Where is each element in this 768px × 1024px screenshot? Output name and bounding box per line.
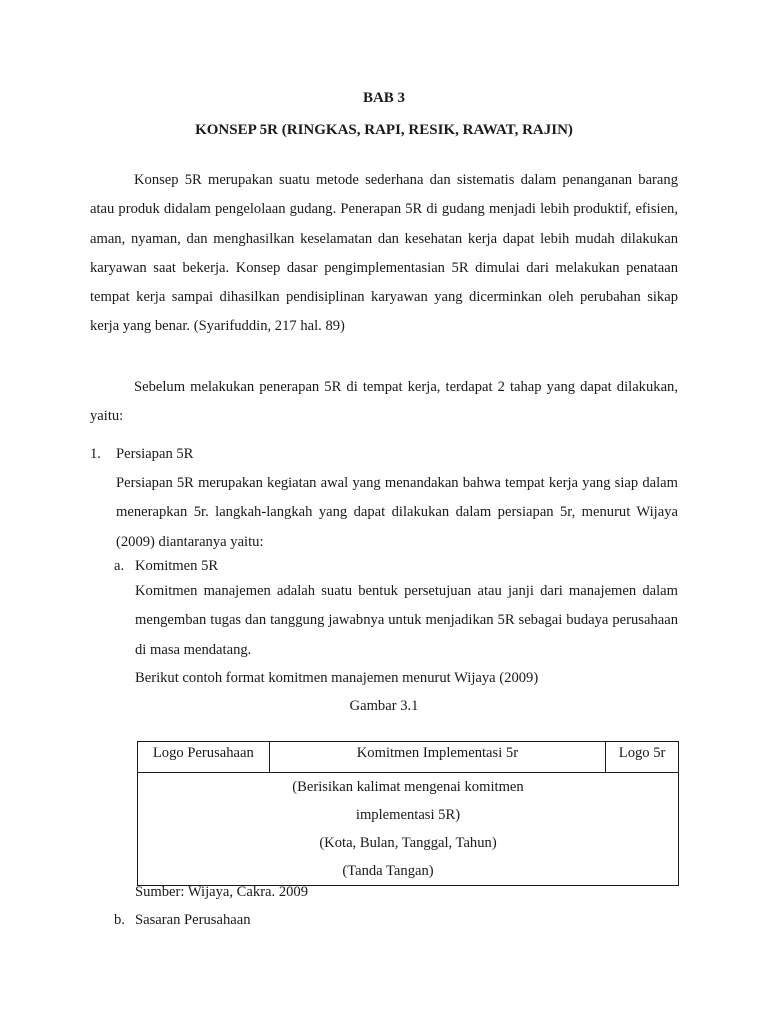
commitment-format-table bbox=[137, 741, 679, 886]
table-body-line-4: (Tanda Tangan) bbox=[342, 863, 434, 879]
chapter-title: KONSEP 5R (RINGKAS, RAPI, RESIK, RAWAT, RAJIN) bbox=[195, 122, 573, 138]
table-body-row bbox=[138, 773, 679, 886]
paragraph-stages: Sebelum melakukan penerapan 5R di tempat kerja, terdapat 2 tahap yang dapat dilakukan, yaitu: bbox=[90, 379, 678, 425]
sublist-letter-b: b. bbox=[114, 912, 125, 928]
sublist-heading-sasaran: Sasaran Perusahaan bbox=[135, 912, 251, 928]
figure-source: Sumber: Wijaya, Cakra. 2009 bbox=[135, 884, 309, 900]
list-heading-persiapan: Persiapan 5R bbox=[116, 446, 194, 462]
sublist-letter-a: a. bbox=[114, 558, 125, 574]
table-body-line-1: (Berisikan kalimat mengenai komitmen bbox=[292, 779, 524, 795]
table-cell-komitmen: Komitmen Implementasi 5r bbox=[269, 742, 606, 773]
table-body-cell bbox=[138, 773, 679, 886]
sublist-heading-komitmen: Komitmen 5R bbox=[135, 558, 219, 574]
table-body-line-2: implementasi 5R) bbox=[355, 807, 461, 823]
sublist-text-komitmen: Komitmen manajemen adalah suatu bentuk persetujuan atau janji dari manajemen dalam mengemban tugas dan tanggung jawabnya untuk menjadikan 5R sebagai budaya perusahaan di masa mendatang. bbox=[135, 583, 678, 658]
chapter-heading: BAB 3 bbox=[362, 90, 406, 106]
table-cell-logo-5r: Logo 5r bbox=[606, 742, 679, 773]
table-body-line-3: (Kota, Bulan, Tanggal, Tahun) bbox=[319, 835, 497, 851]
figure-caption: Gambar 3.1 bbox=[349, 698, 419, 714]
list-text-persiapan: Persiapan 5R merupakan kegiatan awal yang menandakan bahwa tempat kerja yang siap dalam menerapkan 5r. langkah-langkah yang dapat dilakukan dalam persiapan 5r, menurut Wijaya (2009) diantaranya yaitu: bbox=[116, 475, 678, 550]
figure-intro: Berikut contoh format komitmen manajemen menurut Wijaya (2009) bbox=[135, 670, 539, 686]
table-header-row bbox=[138, 742, 679, 773]
paragraph-intro: Konsep 5R merupakan suatu metode sederhana dan sistematis dalam penanganan barang atau produk didalam pengelolaan gudang. Penerapan 5R di gudang menjadi lebih produktif, efisien, aman, nyaman, dan menghasilkan keselamatan dan kesehatan kerja dapat lebih mudah dilakukan karyawan saat bekerja. Konsep dasar pengimplementasian 5R dimulai dari melakukan penataan tempat kerja sampai dihasilkan pendisiplinan karyawan yang dicerminkan oleh perubahan sikap kerja yang benar. (Syarifuddin, 217 hal. 89) bbox=[90, 172, 678, 335]
table-cell-logo-perusahaan: Logo Perusahaan bbox=[138, 742, 270, 773]
list-number-1: 1. bbox=[90, 446, 101, 462]
